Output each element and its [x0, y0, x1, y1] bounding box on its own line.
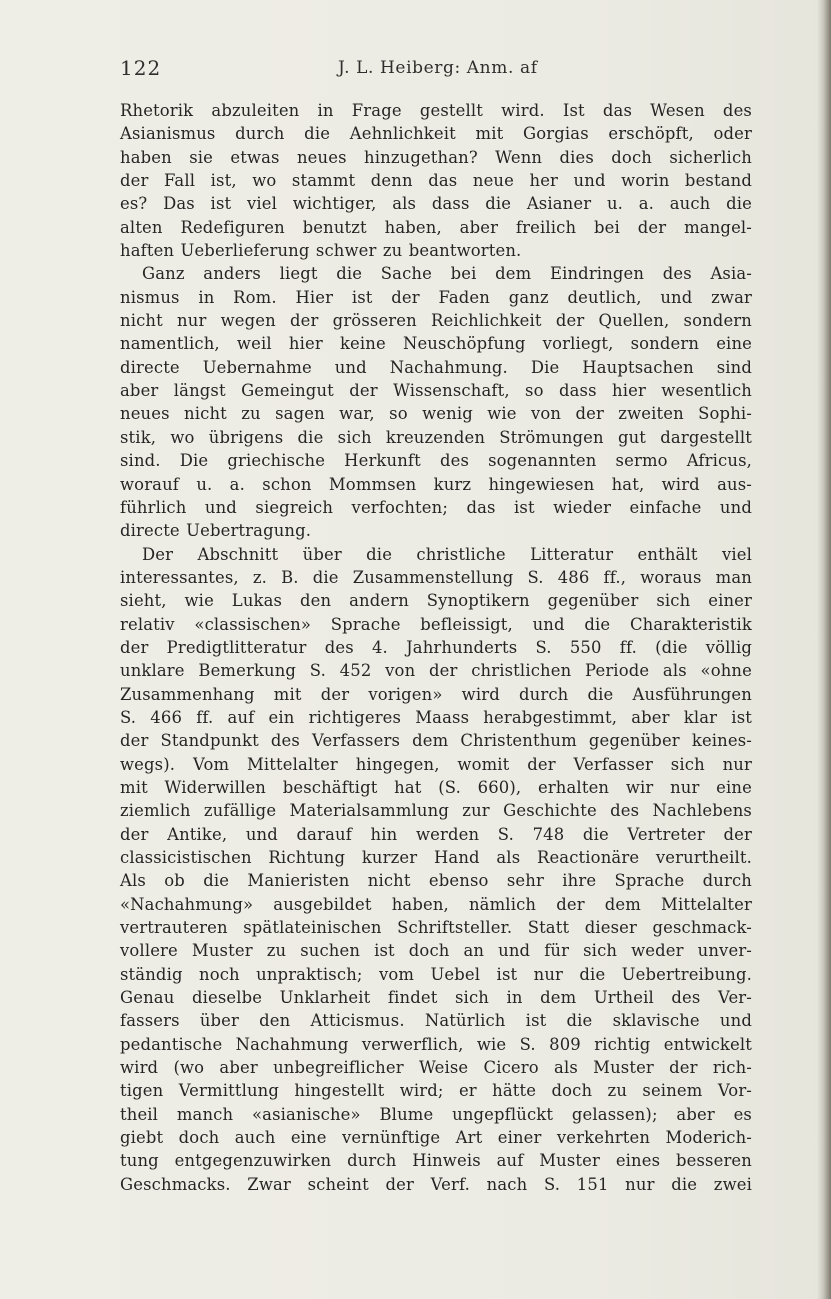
text-line: Der Abschnitt über die christliche Litteratur enthält viel [142, 544, 752, 564]
text-line: stik, wo übrigens die sich kreuzenden Strömungen gut dargestellt [120, 427, 752, 447]
text-line: S. 466 ff. auf ein richtigeres Maass herabgestimmt, aber klar ist [120, 707, 752, 727]
text-line: haften Ueberlieferung schwer zu beantworten. [120, 241, 522, 261]
text-line: neues nicht zu sagen war, so wenig wie von der zweiten Sophi- [120, 404, 752, 424]
text-line: tigen Vermittlung hingestellt wird; er hätte doch zu seinem Vor- [120, 1081, 752, 1101]
text-line: es? Das ist viel wichtiger, als dass die Asianer u. a. auch die [120, 194, 752, 214]
text-line: wegs). Vom Mittelalter hingegen, womit der Verfasser sich nur [120, 754, 752, 774]
page-number: 122 [120, 56, 162, 80]
page-header [120, 56, 752, 82]
text-line: nicht nur wegen der grösseren Reichlichkeit der Quellen, sondern [120, 311, 752, 331]
text-line: interessantes, z. B. die Zusammenstellung S. 486 ff., woraus man [120, 567, 752, 587]
text-line: führlich und siegreich verfochten; das ist wieder einfache und [120, 497, 752, 517]
running-head: J. L. Heiberg: Anm. af [338, 58, 538, 78]
page-edge-shadow [817, 0, 831, 1299]
text-line: unklare Bemerkung S. 452 von der christlichen Periode als «ohne [120, 661, 752, 681]
text-line: Asianismus durch die Aehnlichkeit mit Gorgias erschöpft, oder [120, 124, 752, 144]
text-line: nismus in Rom. Hier ist der Faden ganz deutlich, und zwar [120, 287, 752, 307]
text-line: theil manch «asianische» Blume ungepflückt gelassen); aber es [120, 1104, 752, 1124]
text-line: der Fall ist, wo stammt denn das neue her und worin bestand [120, 171, 752, 191]
text-line: sind. Die griechische Herkunft des sogenannten sermo Africus, [120, 451, 752, 471]
text-line: namentlich, weil hier keine Neuschöpfung vorliegt, sondern eine [120, 334, 752, 354]
text-line: der Predigtlitteratur des 4. Jahrhunderts S. 550 ff. (die völlig [120, 637, 752, 657]
text-line: tung entgegenzuwirken durch Hinweis auf Muster eines besseren [120, 1151, 752, 1171]
text-line: aber längst Gemeingut der Wissenschaft, so dass hier wesentlich [120, 381, 752, 401]
text-line: Ganz anders liegt die Sache bei dem Eindringen des Asia- [142, 264, 752, 284]
text-line: worauf u. a. schon Mommsen kurz hingewiesen hat, wird aus- [120, 474, 752, 494]
text-line: der Standpunkt des Verfassers dem Christenthum gegenüber keines- [120, 731, 752, 751]
text-line: Genau dieselbe Unklarheit findet sich in dem Urtheil des Ver- [120, 988, 752, 1008]
text-line: «Nachahmung» ausgebildet haben, nämlich der dem Mittelalter [120, 894, 752, 914]
text-line: wird (wo aber unbegreiflicher Weise Cicero als Muster der rich- [120, 1058, 752, 1078]
text-line: directe Uebernahme und Nachahmung. Die Hauptsachen sind [120, 357, 752, 377]
text-line: giebt doch auch eine vernünftige Art einer verkehrten Moderich- [120, 1128, 752, 1148]
text-line: classicistischen Richtung kurzer Hand als Reactionäre verurtheilt. [120, 848, 752, 867]
text-line: Rhetorik abzuleiten in Frage gestellt wird. Ist das Wesen des [120, 101, 752, 120]
text-line: vertrauteren spätlateinischen Schriftsteller. Statt dieser geschmack- [120, 918, 752, 938]
text-line: alten Redefiguren benutzt haben, aber freilich bei der mangel- [120, 217, 752, 237]
text-line: Zusammenhang mit der vorigen» wird durch die Ausführungen [120, 684, 752, 704]
text-line: ziemlich zufällige Materialsammlung zur Geschichte des Nachlebens [120, 801, 752, 821]
text-line: sieht, wie Lukas den andern Synoptikern gegenüber sich einer [120, 591, 752, 611]
text-line: Geschmacks. Zwar scheint der Verf. nach S. 151 nur die zwei [120, 1174, 752, 1194]
text-line: der Antike, und darauf hin werden S. 748 die Vertreter der [120, 824, 752, 844]
text-line: haben sie etwas neues hinzugethan? Wenn dies doch sicherlich [120, 147, 752, 167]
text-line: mit Widerwillen beschäftigt hat (S. 660), erhalten wir nur eine [120, 777, 752, 797]
body-text [120, 99, 752, 1196]
text-line: vollere Muster zu suchen ist doch an und für sich weder unver- [120, 941, 752, 961]
text-line: pedantische Nachahmung verwerflich, wie S. 809 richtig entwickelt [120, 1034, 752, 1054]
text-line: Als ob die Manieristen nicht ebenso sehr ihre Sprache durch [120, 871, 752, 891]
text-line: directe Uebertragung. [120, 521, 312, 541]
text-line: fassers über den Atticismus. Natürlich ist die sklavische und [120, 1011, 752, 1031]
text-line: relativ «classischen» Sprache befleissigt, und die Charakteristik [120, 614, 752, 634]
text-line: ständig noch unpraktisch; vom Uebel ist nur die Uebertreibung. [120, 964, 752, 984]
